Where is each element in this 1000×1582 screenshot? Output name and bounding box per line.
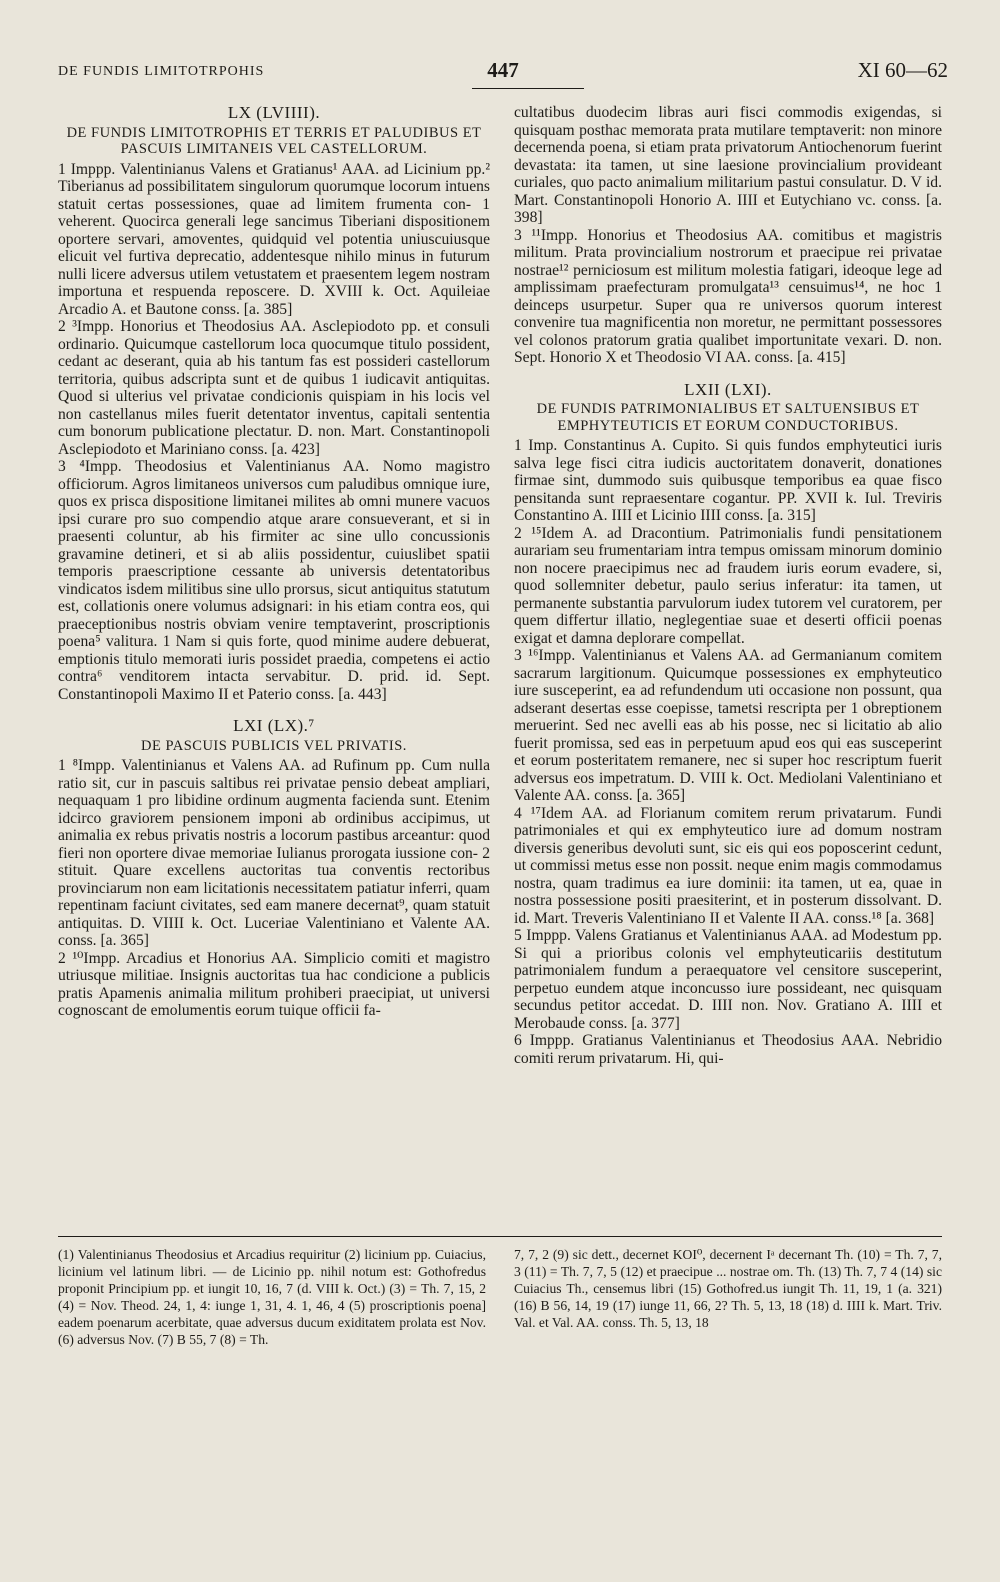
page-header: [58, 58, 948, 88]
law-paragraph: 1 ⁸Impp. Valentinianus et Valens AA. ad Rufinum pp. Cum nulla ratio sit, cur in pascuis saltibus rei privatae pensio debeat ampliari, nequaquam 1 pro libidine ordinum augmenta facienda sunt. Etenim idcirco graviorem pensionem imponi ab ordinibus accipimus, ut animalia ex rebus privatis nostris a locorum pastibus arceantur: quod fieri non oportere divae memoriae Iulianus prorogata iussione con- 2 stituit. Quare excellens auctoritas tua conventis rectoribus provinciarum non eam licitationis necessitatem patiatur inferri, quam repentinam faciunt civitates, sed eam manere decernat⁹, quam statuit antiquitas. D. VIIII k. Oct. Luceriae Valentiniano et Valente AA. conss. [a. 365]: [58, 757, 490, 949]
right-column: [514, 104, 942, 1228]
law-paragraph: 1 Imppp. Valentinianus Valens et Gratianus¹ AAA. ad Licinium pp.² Tiberianus ad possibilitatem singulorum quorumque locorum intuens statuit certas possessiones, quae ad limitem frumenta con- 1 veherent. Quocirca generali lege sancimus Tiberiani dispositionem oportere servari, amoventes, quidquid vel potentia uniuscuiusque elicuit vel furtiva deprecatio, addentesque nihilo minus in futurum nulli licere adversus utilem vetustatem et praesentem legem nostram importuna et respuenda reposcere. D. XVIII k. Oct. Aquileiae Arcadio A. et Bautone conss. [a. 385]: [58, 160, 490, 318]
law-paragraph: 1 Imp. Constantinus A. Cupito. Si quis fundos emphyteutici iuris salva lege fisci citra iudicis auctoritatem donaverit, donationes firmae sint, dummodo suis quibusque temporibus ea quae fisco pensitanda sunt repraesentare cogantur. PP. XVII k. Iul. Treviris Constantino A. IIII et Licinio IIII conss. [a. 315]: [514, 437, 942, 524]
section-range: XI 60—62: [857, 58, 948, 82]
footnotes-right: 7, 7, 2 (9) sic dett., decernet KOI⁰, decernent Iᵃ decernant Th. (10) = Th. 7, 7, 3 (11) = Th. 7, 7, 5 (12) et praecipue ... nostrae om. Th. (13) Th. 7, 7 4 (14) sic Cuiacius Th., censemus libri (15) Gothofred.us iungit Th. 11, 19, 1 (a. 321) (16) B 56, 14, 19 (17) iunge 11, 66, 2? Th. 5, 13, 18 (18) d. IIII k. Mart. Triv. Val. et Val. AA. conss. Th. 5, 13, 18: [514, 1247, 942, 1330]
title-number: LX (LVIIII).: [227, 104, 321, 122]
law-paragraph: 3 ¹⁶Impp. Valentinianus et Valens AA. ad Germanianum comitem sacrarum largitionum. Quicumque possessiones ex emphyteutico iure susceperint, ea ad refundendum uti occasione non possunt, qua adserant desertas esse coepisse, tametsi rescripta per 1 obreptionem meruerint. Sed nec avelli eas ab his posse, nec si licitatio ab alio fuerit promissa, sed eas in perpetuum apud eos qui eas susceperint et eorum posteritatem remanere, nec si super hoc rescriptum fuerit adversus eos impetratum. D. VIII k. Oct. Mediolani Valentiniano et Valente AA. conss. [a. 365]: [514, 647, 942, 804]
law-paragraph: 2 ¹⁵Idem A. ad Dracontium. Patrimonialis fundi pensitationem aurariam seu frumentariam intra tempus omissam minorum dominio non nocere praecipimus nec ad fraudem iuris eorum evadere, si, quod sollemniter debetur, paulo serius inferatur: ita tamen, ut permanente substantia parvulorum iudex tutorem vel curatorem, per quem differtur illatio, neglegentiae suae et deserti officii poenas exigat et damna deplorare compellat.: [514, 524, 942, 647]
title-rubric: DE FUNDIS PATRIMONIALIBUS ET SALTUENSIBUS ET EMPHYTEUTICIS ET EORUM CONDUCTORIBUS.: [536, 401, 920, 434]
page-number: 447: [487, 58, 519, 82]
law-paragraph: cultatibus duodecim libras auri fisci commodis exigendas, si quisquam posthac memorata prata mutilare temptaverit: non minore decernenda poena, si etiam prata privatorum Antiochenorum fuerint devastata: ita tamen, ut sine laesione provincialium provideant curiales, quo pacto animalium militarium pastui consulatur. D. V id. Mart. Constantinopoli Honorio A. IIII et Eutychiano vc. conss. [a. 398]: [514, 104, 942, 226]
title-number: LXI (LX).⁷: [233, 716, 315, 735]
footnotes-left: (1) Valentinianus Theodosius et Arcadius requiritur (2) licinium pp. Cuiacius, licinium vel latinum libri. — de Licinio pp. nihil notum est: Gothofredus proponit Principium pp. et iungit 10, 16, 7 (d. VIII k. Oct.) (3) = Th. 7, 15, 2 (4) = Nov. Theod. 24, 1, 4: iunge 1, 31, 4. 1, 46, 4 (5) proscriptionis poena] eadem poenarum acerbitate, quae adversus ducum exiditatem prolata est Nov. (6) adversus Nov. (7) B 55, 7 (8) = Th.: [58, 1247, 486, 1347]
running-head: DE FUNDIS LIMITOTRPOHIS: [58, 64, 265, 79]
title-rubric: DE FUNDIS LIMITOTROPHIS ET TERRIS ET PALUDIBUS ET PASCUIS LIMITANEIS VEL CASTELLORUM.: [66, 124, 482, 157]
left-column: [58, 104, 490, 1228]
law-paragraph: 4 ¹⁷Idem AA. ad Florianum comitem rerum privatarum. Fundi patrimoniales et qui ex emphyteutico iure ad domum nostram diversis generibus devoluti sunt, sic eis qui eos poposcerint cedunt, ut commissi metus esse non possit. neque enim magis commodamus nostra, quam tradimus ea iure dominii: ita tamen, ut ea, quae in nostra possessione positi praesiterint, et in posterum dissolvant. D. id. Mart. Treveris Valentiniano II et Valente II AA. conss.¹⁸ [a. 368]: [514, 804, 942, 927]
footnote-rule: [58, 1236, 942, 1237]
title-rubric: DE PASCUIS PUBLICIS VEL PRIVATIS.: [141, 737, 407, 754]
section-spacer: [58, 703, 490, 717]
law-paragraph: 3 ¹¹Impp. Honorius et Theodosius AA. comitibus et magistris militum. Prata provincialium nostrorum et praecipue rei privatae nostrae¹² perniciosum est militum molestia fatigari, ideoque lege ad amplissimam praefecturam promulgata¹³ censuimus¹⁴, ne hoc 1 deinceps usurpetur. Super qua re universos quorum interest convenire tua magnificentia non moretur, ne permittant possessores vel colonos pratorum gratia qualibet importunitate vexari. D. non. Sept. Honorio X et Theodosio VI AA. conss. [a. 415]: [514, 226, 942, 366]
page-number-underline: [472, 88, 584, 89]
law-paragraph: 5 Imppp. Valens Gratianus et Valentinianus AAA. ad Modestum pp. Si qui a prioribus colonis vel emphyteuticariis destitutum patrimonialem fundum a peraequatore vel censitore susceperint, perpetuo eundem atque inconcusso iure possideant, nec quisquam secundus petitor accedat. D. IIII non. Nov. Gratiano A. IIII et Merobaude conss. [a. 377]: [514, 927, 942, 1032]
law-paragraph: 3 ⁴Impp. Theodosius et Valentinianus AA. Nomo magistro officiorum. Agros limitaneos universos cum paludibus omnique iure, quos ex prisca dispositione limitanei milites ab omni munere vacuos ipsi curare pro suo compendio atque arare consueverant, et si in praesenti coluntur, ab his firmiter ac sine ullo concussionis gravamine detineri, et si ab aliis possidentur, cuiuslibet spatii temporis praescriptione cessante ab universis detentatoribus vindicatos isdem militibus sine ullo prorsus, sicut antiquitus statutum est, collationis onere volumus adsignari: in his etiam contra eos, qui praeceptionibus nostris obviam venire temptaverint, proscriptionis poena⁵ valitura. 1 Nam si quis forte, quod minime audere debuerat, emptionis titulo memorati iuris possidet praedia, competens ei actio contra⁶ venditorem intacta servabitur. D. prid. id. Sept. Constantinopoli Maximo II et Paterio conss. [a. 443]: [58, 458, 490, 703]
law-paragraph: 6 Imppp. Gratianus Valentinianus et Theodosius AAA. Nebridio comiti rerum privatarum. Hi, qui-: [514, 1032, 942, 1067]
section-spacer: [514, 367, 942, 381]
law-paragraph: 2 ³Impp. Honorius et Theodosius AA. Asclepiodoto pp. et consuli ordinario. Quicumque castellorum loca quocumque titulo possident, cedant ac deserant, quia ab his tantum fas est possideri castellorum territoria, quibus adscripta sunt et de quibus 1 iudicavit antiquitas. Quod si ulterius vel privatae condicionis quispiam in his locis vel non castellanus miles fuerit detentator inventus, capitali sententia cum bonorum publicatione plectatur. D. non. Mart. Constantinopoli Asclepiodoto et Mariniano conss. [a. 423]: [58, 318, 490, 458]
title-number: LXII (LXI).: [684, 379, 772, 399]
law-paragraph: 2 ¹⁰Impp. Arcadius et Honorius AA. Simplicio comiti et magistro utriusque militiae. Insignis auctoritas tua hac condicione a publicis pratis Apamenis animalia militum prohiberi praecipiat, ut universi cognoscant de emolumentis eorum tuique officii fa-: [58, 949, 490, 1019]
